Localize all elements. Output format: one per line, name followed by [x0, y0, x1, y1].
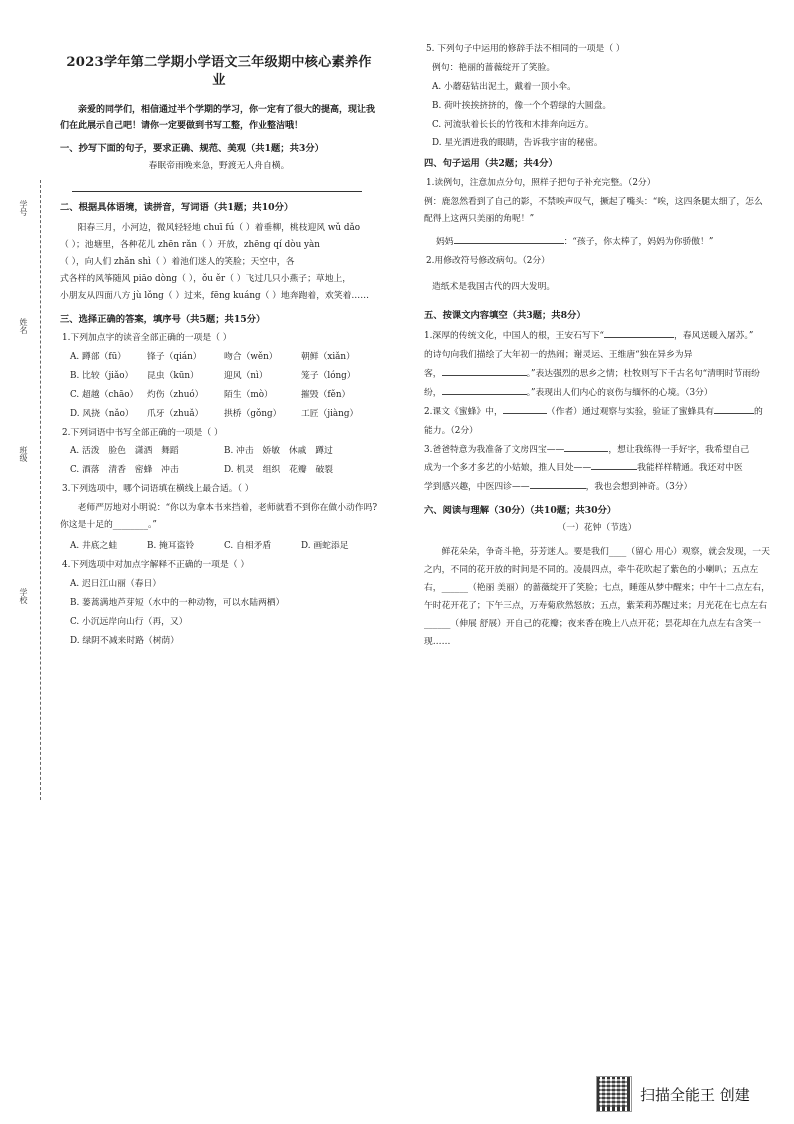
- fill-blank[interactable]: [454, 234, 564, 244]
- pinyin-line: （ ），向人们 zhǎn shì（ ）着池们迷人的笑脸；天空中，各: [60, 257, 295, 268]
- option-cell: 拱桥（gǒng）: [224, 408, 282, 419]
- option-row: C. 河流驮着长长的竹筏和木排奔向远方。: [432, 119, 594, 130]
- option-row: [70, 390, 378, 402]
- intro-text: 亲爱的同学们，相信通过半个学期的学习，你一定有了很大的提高，现让我们在此展示自己吧！请你一定要做到书写工整，作业整洁哦！: [60, 104, 376, 132]
- text: ，春风送暖入屠苏。”: [674, 331, 754, 342]
- option-cell: C. 超越（chāo）: [70, 389, 139, 400]
- text: 的: [753, 406, 763, 417]
- reading-passage: 鲜花朵朵，争奇斗艳，芬芳迷人。要是我们____（留心 用心）观察，就会发现，一天之内，不同的花开放的时间是不同的。凌晨四点，牵牛花吹起了紫色的小喇叭；五点左右，______（艳丽 美丽）的蔷薇绽开了笑脸；七点，睡莲从梦中醒来；中午十二点左右，午时花开花了；下午三点，万寿菊欣然怒放；五点，紫茉莉苏醒过来；月光花在七点左右______（伸展 舒展）开自己的花瓣；夜来香在晚上八点开花；昙花却在九点左右含笑一现……: [424, 546, 770, 647]
- section-2-heading: 二、根据具体语境，读拼音，写词语（共1题；共10分）: [60, 202, 294, 214]
- question-4-1: 1.读例句，注意加点分句，照样子把句子补充完整。（2分）: [426, 177, 656, 188]
- option-cell: A. 井底之蛙: [70, 541, 118, 552]
- section-1-heading: 一、抄写下面的句子，要求正确、规范、美观（共1题；共3分）: [60, 142, 324, 154]
- question-4-1-example: 例：鹿忽然看到了自己的影，不禁唉声叹气，撅起了嘴头：“唉，这四条腿太细了，怎么配得上这两只美丽的角呢！”: [424, 196, 763, 224]
- example-sentence: 例句：艳丽的蔷薇绽开了笑脸。: [432, 62, 556, 73]
- question-3-3-options: [70, 541, 378, 553]
- option-cell: 昆虫（kūn）: [147, 370, 199, 381]
- qr-code-icon: [596, 1076, 632, 1112]
- text: 纷，: [424, 387, 442, 398]
- pinyin-line: 阳春三月，小河边，微风轻轻地 chuī fú（ ）着垂柳，桃枝迎风 wǔ dǎo: [77, 222, 361, 233]
- binding-dashed-line: [40, 180, 41, 800]
- option-row: [70, 409, 378, 421]
- option-cell: C. 酒落 清香 密蜂 冲击: [70, 465, 179, 476]
- question-3-2-options: [70, 446, 378, 477]
- question-3-4: 4.下列选项中对加点字解释不正确的一项是（ ）: [62, 560, 250, 571]
- fill-blank[interactable]: [442, 385, 527, 395]
- section-6-heading: 六、阅读与理解（30分）（共10题；共30分）: [424, 505, 617, 517]
- option-cell: C. 自相矛盾: [224, 541, 272, 552]
- option-row: B. 蒌蒿满地芦芽短（水中的一种动物，可以水陆两栖）: [70, 597, 285, 608]
- option-row: [70, 371, 378, 383]
- text: 3.爸爸特意为我准备了文房四宝——: [424, 444, 565, 455]
- question-3-4-options: [70, 579, 378, 648]
- pinyin-passage: [60, 220, 378, 306]
- section-3-heading: 三、选择正确的答案，填序号（共5题；共15分）: [60, 313, 266, 325]
- option-row: [70, 541, 378, 553]
- margin-label-school: 学校: [19, 588, 28, 604]
- fill-blank[interactable]: [564, 442, 608, 452]
- question-5-1: [424, 327, 770, 403]
- option-cell: D. 机灵 组织 花瓣 破裂: [224, 465, 334, 476]
- option-cell: 锋子（qián）: [147, 352, 202, 362]
- option-cell: 工匠（jiàng）: [301, 408, 359, 419]
- section-5-heading: 五、按课文内容填空（共3题；共8分）: [424, 309, 586, 321]
- text: 。”表现出人们内心的哀伤与缅怀的心境。（3分）: [526, 387, 713, 398]
- scanner-watermark: [596, 1076, 750, 1112]
- question-3-3-text: 老师严厉地对小明说：“你以为拿本书来挡着，老师就看不到你在做小动作吗?你这是十足的________。”: [60, 503, 378, 531]
- fill-blank[interactable]: [530, 479, 586, 489]
- option-cell: 朝鲜（xiǎn）: [301, 352, 355, 362]
- pinyin-line: （ ）；池塘里，各种花儿 zhēn rǎn（ ）开放，zhēng qí dòu yàn: [60, 240, 320, 251]
- option-cell: A. 活泼 脸色 潇洒 舞蹈: [70, 446, 179, 457]
- question-3-5: 5. 下列句子中运用的修辞手法不相同的一项是（ ）: [426, 44, 625, 54]
- option-row: B. 荷叶挨挨挤挤的，像一个个碧绿的大圆盘。: [432, 100, 612, 111]
- question-4-1-fill: [436, 234, 770, 249]
- page-title: 2023学年第二学期小学语文三年级期中核心素养作业: [66, 55, 372, 88]
- text: 。”表达强烈的思乡之情；杜牧则写下千古名句“清明时节雨纷: [526, 368, 760, 379]
- text: 成为一个多才多艺的小姑娘，推人目处——: [424, 463, 592, 474]
- question-5-2: [424, 403, 770, 441]
- option-cell: D. 风挠（nǎo）: [70, 408, 134, 419]
- option-cell: A. 蹲部（fū）: [70, 352, 127, 362]
- fill-blank[interactable]: [442, 366, 527, 376]
- margin-label-name: 姓名: [19, 318, 28, 334]
- right-column: [424, 44, 770, 651]
- question-3-5-body: [432, 63, 770, 150]
- copy-writing-line[interactable]: [72, 179, 362, 192]
- option-row: [70, 446, 378, 458]
- text: ，想让我练得一手好字，我希望自己: [608, 444, 750, 455]
- option-cell: 摧毁（fěn）: [301, 389, 351, 400]
- copy-sentence: 春眠帝雨晚来急，野渡无人舟自横。: [148, 161, 290, 172]
- text: 学到感兴趣，中医四诊——: [424, 482, 530, 493]
- pinyin-line: 式各样的风筝随风 piāo dòng（ ），ǒu ěr（ ）飞过几只小燕子；草地上，: [60, 274, 352, 285]
- margin-label-student-id: 学号: [19, 200, 28, 216]
- text: 2.课文《蜜蜂》中，: [424, 406, 503, 417]
- fill-blank[interactable]: [714, 404, 754, 414]
- option-cell: B. 比较（jiǎo）: [70, 370, 134, 381]
- section-4-heading: 四、句子运用（共2题；共4分）: [424, 158, 558, 170]
- option-cell: 笼子（lóng）: [301, 370, 356, 381]
- text: （作者）通过观察与实验，验证了蜜蜂具有: [546, 406, 714, 417]
- watermark-text: 扫描全能王 创建: [640, 1085, 750, 1104]
- text: 能力。（2分）: [424, 425, 478, 436]
- option-row: A. 迟日江山丽（春日）: [70, 579, 162, 590]
- text: ，我也会想到神奇。（3分）: [585, 482, 693, 493]
- left-column: [60, 48, 378, 655]
- option-row: [70, 465, 378, 477]
- option-cell: 灼伤（zhuó）: [147, 389, 204, 400]
- option-row: A. 小蘑菇钻出泥土，戴着一顶小伞。: [432, 81, 576, 92]
- fill-suffix: ：“孩子，你太棒了，妈妈为你骄傲！”: [563, 236, 714, 247]
- option-cell: 陌生（mò）: [224, 389, 273, 400]
- margin-label-class: 班级: [19, 446, 28, 462]
- question-3-1: 1.下列加点字的读音全部正确的一项是（ ）: [62, 333, 232, 344]
- question-5-3: [424, 441, 770, 498]
- option-row: [70, 352, 378, 364]
- option-cell: B. 掩耳盗铃: [147, 541, 195, 552]
- question-3-1-options: [70, 352, 378, 421]
- fill-blank[interactable]: [591, 460, 637, 470]
- option-cell: 迎风（nì）: [224, 370, 268, 381]
- reading-subtitle: （一）花钟（节选）: [557, 522, 637, 533]
- fill-blank[interactable]: [604, 328, 674, 338]
- fill-prefix: 妈妈: [436, 236, 454, 247]
- pinyin-line: 小朋友从四面八方 jù lǒng（ ）过来，fēng kuáng（ ）地奔跑着，欢笑着……: [60, 291, 370, 302]
- option-row: D. 星光洒进我的眼睛，告诉我宇宙的秘密。: [432, 138, 603, 149]
- section-5-body: [424, 327, 770, 497]
- question-3-2: 2.下列词语中书写全部正确的一项是（ ）: [62, 427, 223, 438]
- question-3-3: 3.下列选项中，哪个词语填在横线上最合适。（ ）: [62, 484, 254, 495]
- option-cell: B. 冲击 娇敏 休戚 蹲过: [224, 446, 333, 457]
- text: 的诗句向我们描绘了大年初一的热闹；谢灵运、王维唐“独在异乡为异: [424, 350, 693, 361]
- question-4-2: 2.用修改符号修改病句。（2分）: [426, 255, 550, 266]
- option-row: D. 绿阴不减来时路（树荫）: [70, 635, 180, 646]
- option-row: C. 小沉远岸向山行（再，又）: [70, 616, 188, 627]
- text: 客，: [424, 368, 442, 379]
- question-4-2-sentence: 造纸术是我国古代的四大发明。: [432, 281, 556, 292]
- option-cell: D. 画蛇添足: [301, 541, 349, 552]
- text: 我能样样精通。我还对中医: [637, 463, 743, 474]
- fill-blank[interactable]: [503, 404, 547, 414]
- text: 1.深厚的传统文化，中国人的根，王安石写下“: [424, 331, 605, 342]
- option-cell: 爪牙（zhuǎ）: [147, 408, 204, 419]
- option-cell: 吻合（wěn）: [224, 352, 278, 362]
